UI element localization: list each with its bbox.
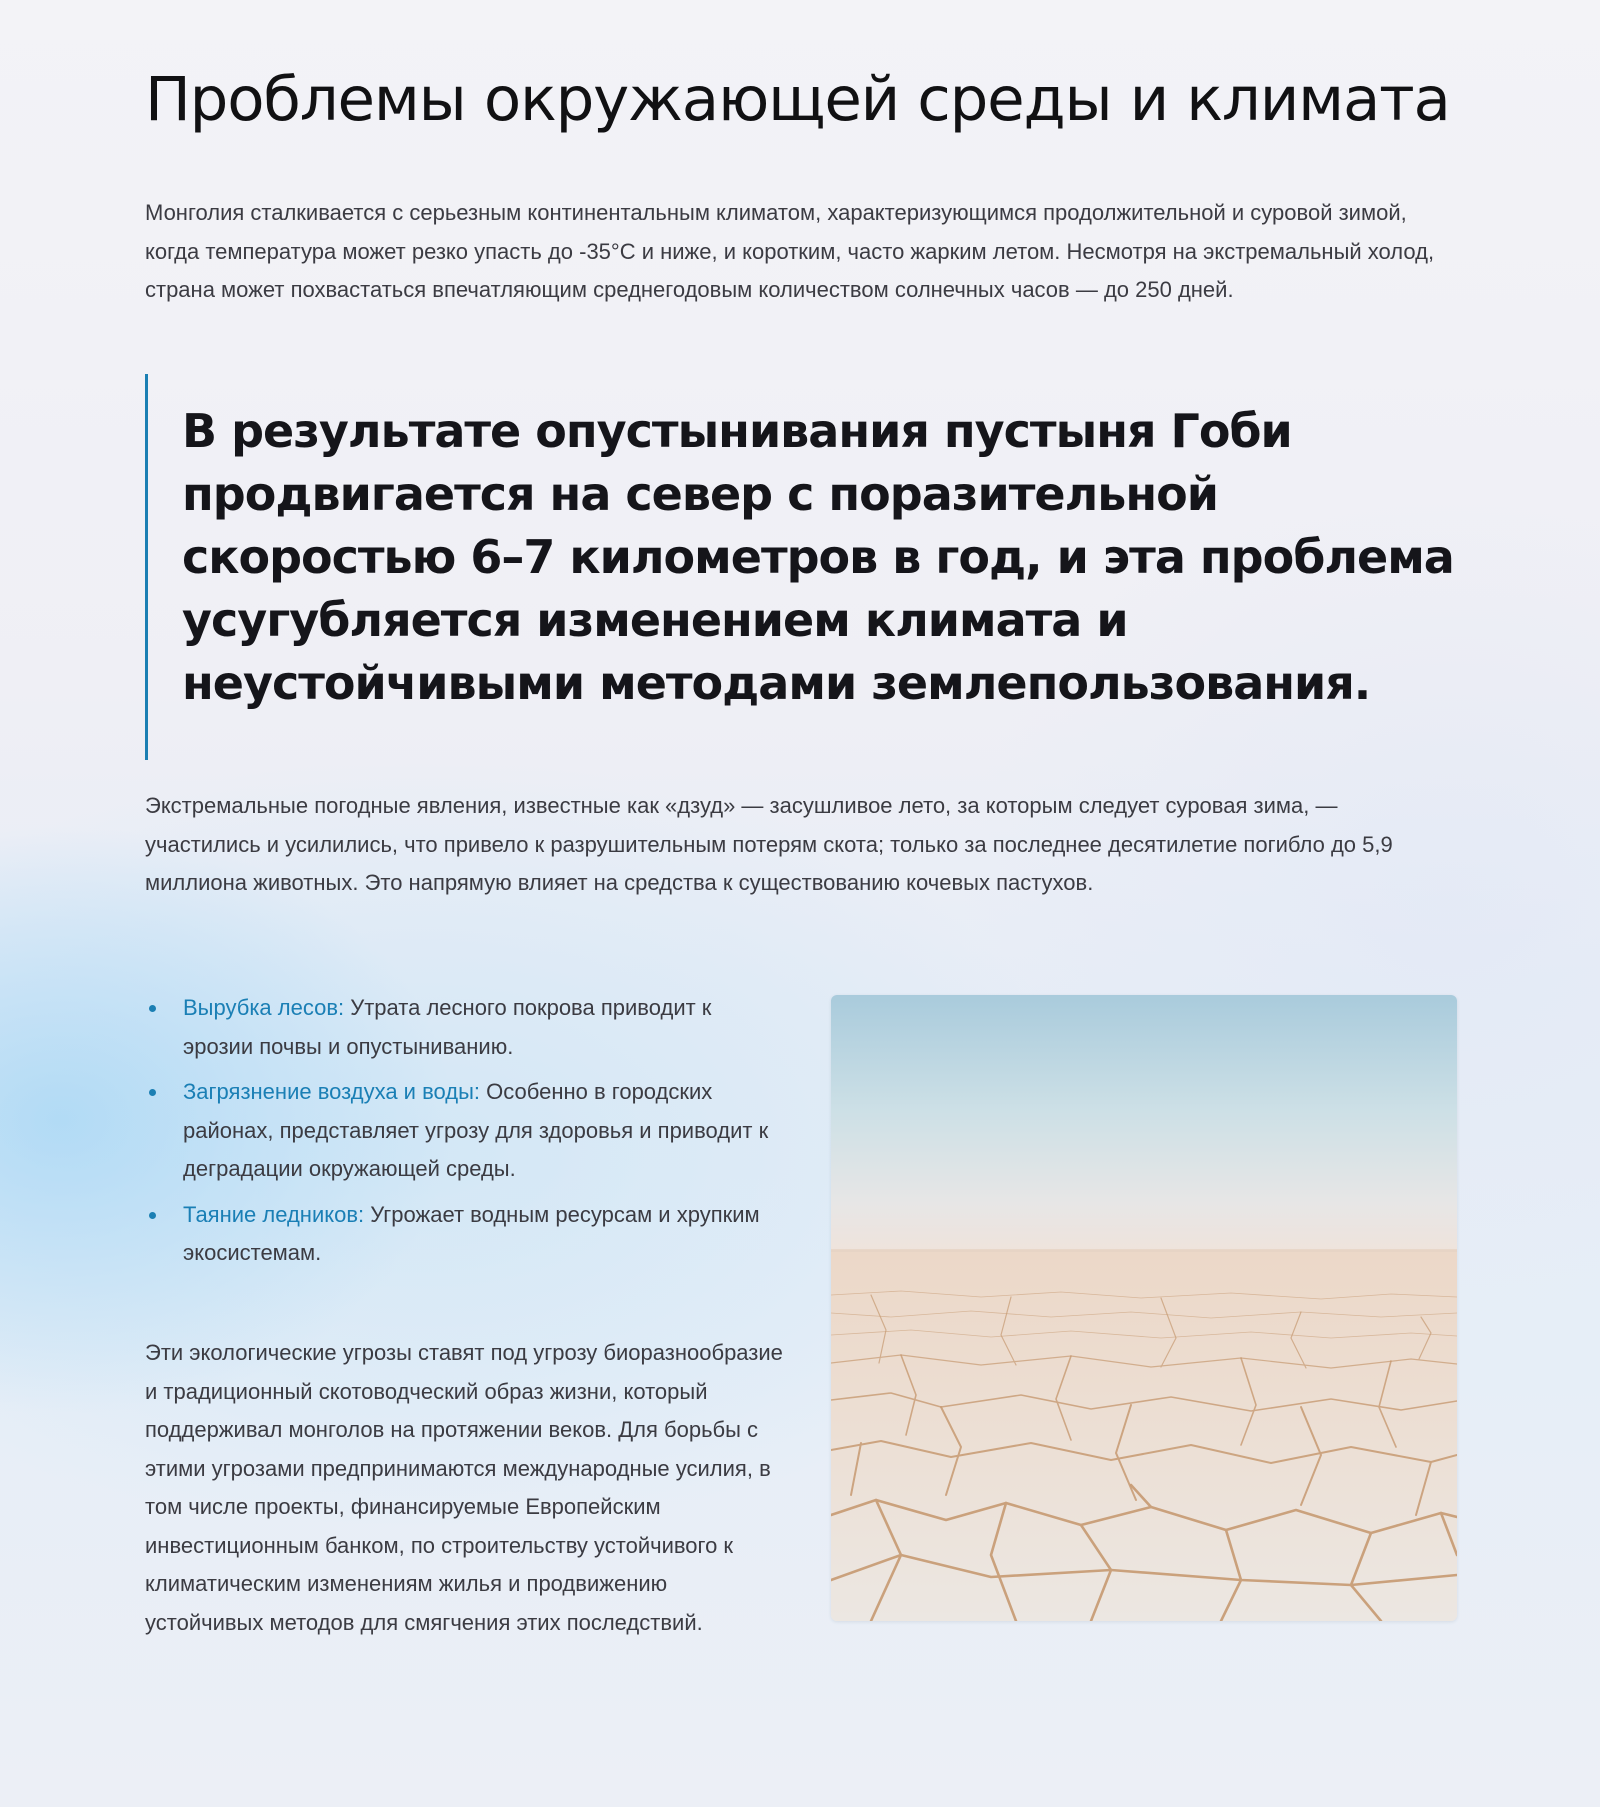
list-item-deforestation xyxy=(145,989,785,1066)
bullet-term: Таяние ледников: xyxy=(183,1201,365,1227)
threats-list xyxy=(145,989,785,1280)
bullet-dot xyxy=(149,1089,156,1096)
desert-photo xyxy=(831,995,1457,1621)
bullet-dot xyxy=(149,1005,156,1012)
bullet-term: Вырубка лесов: xyxy=(183,995,345,1020)
dzud-paragraph: Экстремальные погодные явления, известные как «дзуд» — засушливое лето, за которым следует суровая зима, — участились и усилились, что привело к разрушительным потерям скота; только за последнее десятилетие погибло до 5,9 миллиона животных. Это напрямую влияет на средства к существованию кочевых пастухов. xyxy=(145,793,1393,895)
bullet-text: Утрата лесного покрова приводит к эрозии почвы и опустыниванию. xyxy=(183,995,712,1059)
intro-paragraph: Монголия сталкивается с серьезным континентальным климатом, характеризующимся продолжительной и суровой зимой, когда температура может резко упасть до -35°C и ниже, и коротким, часто жарким летом. Несмотря на экстремальный холод, страна может похвастаться впечатляющим среднегодовым количеством солнечных часов — до 250 дней. xyxy=(145,200,1435,302)
pull-quote xyxy=(145,374,1457,760)
bullet-text: Особенно в городских районах, представляет угрозу для здоровья и приводит к деградации окружающей среды. xyxy=(183,1079,769,1181)
list-item-glaciers xyxy=(145,1196,785,1273)
bullet-text: Угрожает водным ресурсам и хрупким экосистемам. xyxy=(183,1201,760,1265)
conclusion-paragraph: Эти экологические угрозы ставят под угрозу биоразнообразие и традиционный скотоводческий образ жизни, который поддерживал монголов на протяжении веков. Для борьбы с этими угрозами предпринимаются международные усилия, в том числе проекты, финансируемые Европейским инвестиционным банком, по строительству устойчивого к климатическим изменениям жилья и продвижению устойчивых методов для смягчения этих последствий. xyxy=(145,1340,783,1635)
bullet-dot xyxy=(149,1212,156,1219)
bullet-term: Загрязнение воздуха и воды: xyxy=(183,1079,481,1104)
list-item-pollution xyxy=(145,1073,785,1189)
page-title: Проблемы окружающей среды и климата xyxy=(145,64,1450,135)
pull-quote-text: В результате опустынивания пустыня Гоби продвигается на север с поразительной скоростью 6–7 километров в год, и эта проблема усугубляется изменением климата и неустойчивыми методами землепользования. xyxy=(182,404,1454,710)
